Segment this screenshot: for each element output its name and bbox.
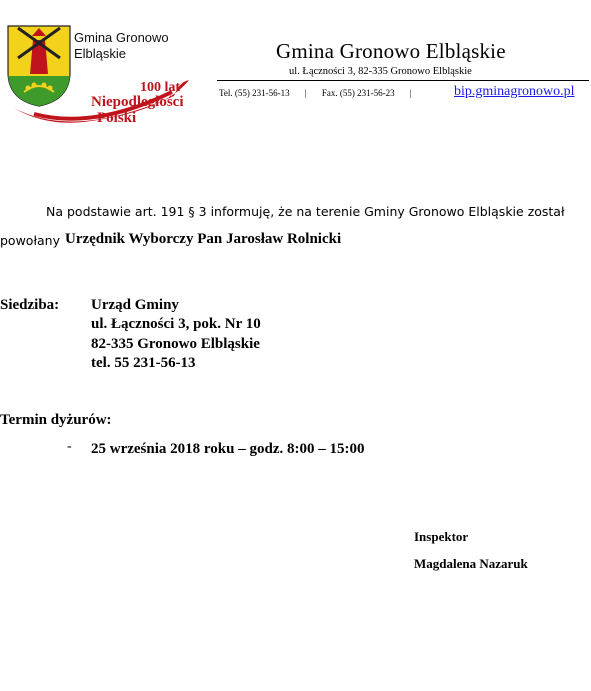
municipality-label: Gmina Gronowo Elbląskie [74, 30, 169, 61]
seat-phone: tel. 55 231-56-13 [91, 355, 196, 371]
separator: | [409, 88, 412, 98]
seat-city: 82-335 Gronowo Elbląskie [91, 336, 260, 352]
duty-hours-item: 25 września 2018 roku – godz. 8:00 – 15:00 [91, 441, 365, 457]
seat-street: ul. Łączności 3, pok. Nr 10 [91, 316, 261, 332]
seat-office: Urząd Gminy [91, 297, 179, 313]
fax-number: Fax. (55) 231-56-23 [321, 88, 395, 98]
list-bullet: - [67, 439, 72, 454]
website-link[interactable]: bip.gminagronowo.pl [454, 84, 575, 99]
separator: | [304, 88, 307, 98]
letterhead-address: ul. Łączności 3, 82-335 Gronowo Elbląskie [289, 66, 472, 77]
signature-title: Inspektor [414, 529, 469, 544]
anniversary-badge-line3: Polski [97, 110, 137, 126]
letterhead-title: Gmina Gronowo Elbląskie [276, 39, 506, 63]
phone-number: Tel. (55) 231-56-13 [219, 88, 290, 98]
letterhead-divider [217, 80, 589, 81]
election-officer-name: Urzędnik Wyborczy Pan Jarosław Rolnicki [65, 231, 342, 247]
anniversary-badge-line2: Niepodległości [91, 94, 184, 110]
anniversary-badge-number: 100 lat [140, 80, 181, 95]
signature-name: Magdalena Nazaruk [414, 556, 528, 571]
duty-hours-label: Termin dyżurów: [0, 412, 112, 428]
seat-label: Siedziba: [0, 297, 60, 313]
announcement-paragraph: Na podstawie art. 191 § 3 informuję, że na terenie Gminy Gronowo Elbląskie został [46, 204, 565, 219]
announcement-appointed: powołany [0, 233, 60, 248]
letterhead-contact [219, 88, 425, 98]
